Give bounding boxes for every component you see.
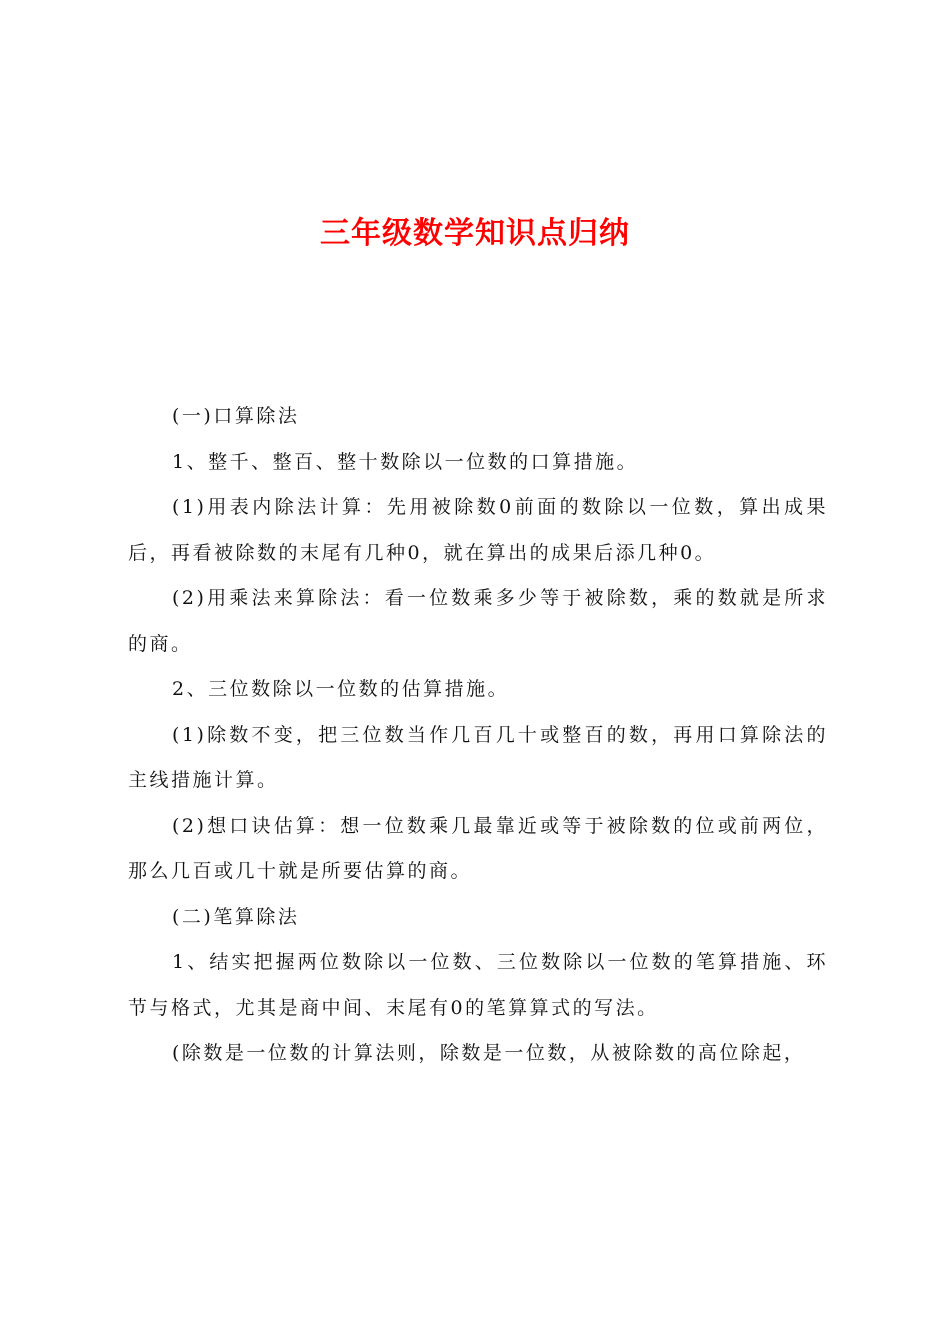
section-heading-written-division: (二)笔算除法 bbox=[172, 905, 300, 928]
paragraph-subitem-1-2: (2)用乘法来算除法：看一位数乘多少等于被除数，乘的数就是所求的商。 bbox=[128, 587, 828, 655]
paragraph-item-written-1: 1、结实把握两位数除以一位数、三位数除以一位数的笔算措施、环节与格式，尤其是商中间、末尾有0的笔算算式的写法。 bbox=[128, 951, 828, 1019]
paragraph-subitem-2-2: (2)想口诀估算：想一位数乘几最靠近或等于被除数的位或前两位，那么几百或几十就是所要估算的商。 bbox=[128, 814, 828, 882]
section-heading-oral-division: (一)口算除法 bbox=[172, 405, 300, 427]
document-body bbox=[128, 394, 828, 1077]
paragraph-subitem-2-1: (1)除数不变，把三位数当作几百几十或整百的数，再用口算除法的主线措施计算。 bbox=[128, 723, 828, 791]
document-title: 三年级数学知识点归纳 bbox=[320, 216, 630, 251]
paragraph-subitem-1-1: (1)用表内除法计算：先用被除数0前面的数除以一位数，算出成果后，再看被除数的末尾有几种0，就在算出的成果后添几种0。 bbox=[128, 496, 828, 564]
paragraph-item-2: 2、三位数除以一位数的估算措施。 bbox=[172, 678, 510, 700]
paragraph-item-1: 1、整千、整百、整十数除以一位数的口算措施。 bbox=[172, 450, 639, 473]
paragraph-rule-start: (除数是一位数的计算法则，除数是一位数，从被除数的高位除起， bbox=[172, 1042, 806, 1064]
